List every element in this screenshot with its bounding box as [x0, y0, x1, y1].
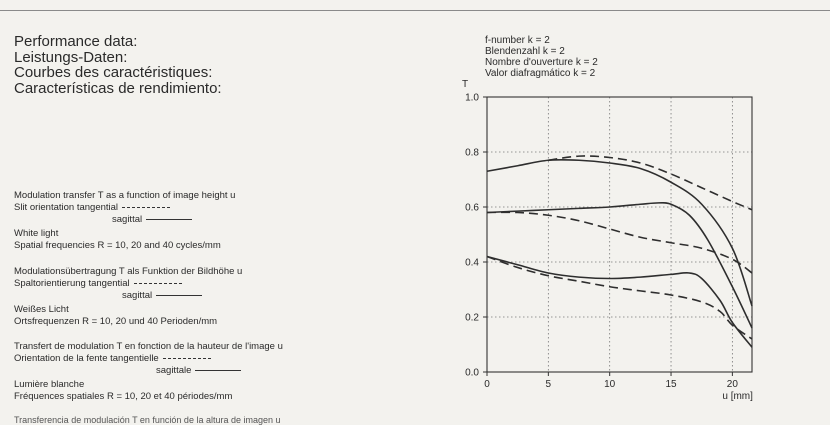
caption-fr-line1: Transfert de modulation T en fonction de la hauteur de l'image u — [14, 341, 283, 352]
series-line-r-40-tangential — [487, 257, 752, 340]
series-line-r-20-tangential — [487, 212, 752, 273]
x-tick-label: 15 — [665, 379, 677, 390]
legend-en: f-number k = 2 — [485, 35, 550, 46]
caption-de-sagittal: sagittal — [122, 290, 153, 301]
x-tick-label: 0 — [484, 379, 490, 390]
y-tick-label: 0.4 — [465, 257, 479, 269]
title-es: Características de rendimiento: — [14, 79, 222, 97]
x-tick-label: 10 — [604, 379, 616, 390]
legend-de: Blendenzahl k = 2 — [485, 46, 565, 57]
y-tick-label: 1.0 — [465, 92, 479, 104]
y-tick-label: 0.2 — [465, 312, 479, 324]
plot-frame — [487, 97, 752, 372]
legend-fr: Nombre d'ouverture k = 2 — [485, 57, 598, 68]
series-line-r-10-sagittal — [487, 160, 752, 306]
caption-de-line3: Weißes Licht — [14, 304, 69, 315]
caption-fr-line4: Fréquences spatiales R = 10, 20 et 40 périodes/mm — [14, 391, 233, 402]
caption-en-line1: Modulation transfer T as a function of image height u — [14, 190, 236, 201]
caption-de-line4: Ortsfrequenzen R = 10, 20 und 40 Perioden/mm — [14, 316, 218, 327]
series-line-r-40-sagittal — [487, 257, 752, 348]
series-line-r-10-tangential — [548, 156, 752, 210]
caption-de-line1: Modulationsübertragung T als Funktion der Bildhöhe u — [14, 266, 243, 277]
caption-en-line2: Slit orientation tangential — [14, 202, 119, 213]
x-tick-label: 5 — [545, 379, 552, 390]
caption-de-line2: Spaltorientierung tangential — [14, 278, 130, 289]
legend-es: Valor diafragmático k = 2 — [485, 68, 596, 79]
caption-fr-sagittal: sagittale — [156, 365, 192, 376]
title-en: Performance data: — [14, 33, 138, 50]
y-tick-label: 0.0 — [465, 367, 479, 379]
caption-en-line4: Spatial frequencies R = 10, 20 and 40 cycles/mm — [14, 240, 221, 251]
y-tick-label: 0.8 — [465, 147, 479, 159]
caption-fr-line2: Orientation de la fente tangentielle — [14, 353, 159, 364]
y-tick-label: 0.6 — [465, 202, 479, 214]
x-axis-label: u [mm] — [722, 391, 753, 402]
title-fr: Courbes des caractéristiques: — [14, 64, 213, 81]
y-axis-label: T — [462, 79, 469, 90]
series-line-r-20-sagittal — [487, 203, 752, 328]
caption-en-line3: White light — [14, 228, 59, 239]
caption-en-sagittal: sagittal — [112, 214, 143, 225]
title-de: Leistungs-Daten: — [14, 48, 128, 66]
caption-es-line1: Transferencia de modulación T en función de la altura de imagen u — [14, 415, 281, 425]
x-tick-label: 20 — [726, 379, 738, 390]
caption-fr-line3: Lumière blanche — [14, 379, 85, 390]
